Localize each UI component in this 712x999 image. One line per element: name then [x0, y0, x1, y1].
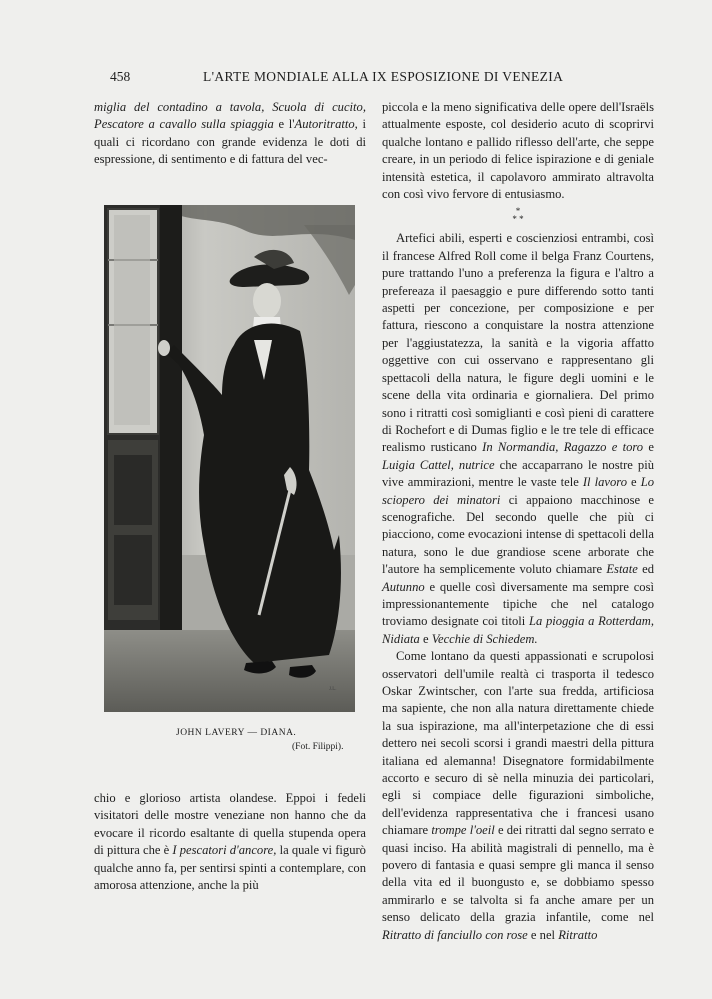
right-column [382, 99, 654, 944]
text: Artefici abili, esperti e coscienziosi entrambi, così il francese Alfred Roll come il belga Franz Courtens, pure trattando l'uno a preferenza la figura e l'altro a prefereaza il paesaggio e pure differendo sotto tanti aspetti per concezione, per composizione e per fattura, riescono a conquistare la nostra attenzione per l'aggiustatezza, la sanità e la vigoria affatto oggettive con cui osservano e rappresentano gli spettacoli della natura, le figure degli uomini e le scene della vita ordinaria e giornaliera. Del primo sono i ritratti così somiglianti e così pieni di carattere di Rochefort e di Dumas figlio e le tre tele di efficace realismo rusticano [382, 231, 654, 455]
text-italic: Ritratto di fanciullo con rose [382, 927, 528, 942]
running-head: L'ARTE MONDIALE ALLA IX ESPOSIZIONE DI VENEZIA [203, 69, 564, 84]
asterism-star: * [512, 214, 517, 225]
text-italic: Vecchie di Schiedem. [431, 631, 538, 646]
text: e [419, 631, 432, 646]
text: e l' [273, 117, 295, 132]
text: la quale vi figurò qualche anno fa, per sentirsi spinti a contemplare, con amorosa attenzione, anche la più [94, 843, 366, 893]
text: chio e glorioso artista olandese. Eppoi i fedeli visitatori delle mostre veneziane non hanno che da evocare il ricordo esaltante di quella stupenda opera di pittura che è [94, 791, 366, 858]
text: e nel [527, 927, 559, 942]
text-italic: Autunno [382, 579, 425, 594]
text: piccola e la meno significativa delle opere dell'Israëls attualmente esposte, col desiderio acuto di scoprirvi qualche lontano e pallido riflesso dell'arte, che seppe creare, in un periodo di felice ispirazione e di geniale intensità estetica, il capolavoro ammirato altravolta con così vivo fervore di entusiasmo. [382, 100, 654, 202]
paragraph [94, 99, 366, 169]
text: ed [637, 562, 654, 577]
text-italic: Il lavoro [582, 475, 627, 490]
text: Come lontano da questi appassionati e scrupolosi osservatori dell'umile realtà ci trasporta il tedesco Oskar Zwintscher, con l'arte sua fredda, artificiosa ma sapiente, che non alla natura direttamente chiede la sua ispirazione, ma all'interpetazione che di essi dettero nei secoli scorsi i grandi maestri della pittura italiana ed alemanna! Disegnatore formidabilmente accorto e securo di sè nella minuzia dei particolari, egli si compiace delle figurazioni simboliche, dell'evidenza rappresentativa che i francesi usano chiamare [382, 649, 654, 838]
painting-figure [104, 205, 355, 712]
text-italic: I pescatori d'ancore, [172, 843, 277, 858]
left-column-bottom [94, 790, 366, 894]
text-italic: Ritratto [558, 927, 598, 942]
paragraph [382, 99, 654, 203]
asterism-star: * [519, 214, 524, 225]
photo-credit: (Fot. Filippi). [292, 742, 344, 752]
text-italic: Pescatore a cavallo sulla spiaggia [94, 117, 274, 132]
asterism-stars-pair [382, 215, 654, 223]
painting-diana-image [104, 205, 355, 712]
text: e [643, 440, 654, 455]
paragraph [94, 790, 366, 894]
text-italic: Lo sciopero dei minatori [382, 475, 654, 507]
paragraph [382, 648, 654, 944]
text-italic: In Normandia, Ragazzo e toro [482, 440, 644, 455]
svg-text:J.L.: J.L. [329, 687, 337, 692]
text-italic: trompe l'oeil [431, 823, 495, 838]
text: i quali ci ricordano con grande evidenza le doti di espressione, di sentimento e di fattura del vec- [94, 117, 366, 167]
text-italic: miglia del contadino a tavola, Scuola di cucito, [94, 100, 366, 114]
page-number: 458 [110, 69, 131, 84]
text-italic: Estate [606, 562, 638, 577]
text-italic: La pioggia a Rotterdam, Nidiata [382, 614, 654, 646]
text: e quelle così diversamente ma sempre così impressionantemente tipiche che nel catalogo troviamo designate coi titoli [382, 579, 654, 629]
text: che accaparrano le nostre più vive ammirazioni, mentre le vaste tele [382, 457, 655, 490]
figure-caption: JOHN LAVERY — DIANA. [176, 728, 297, 738]
text: e dei ritratti dal segno serrato e quasi inciso. Ha abilità magistrali di pennello, ma è povero di fantasia e quasi sempre gli manca il senso della vita ed il buongusto e, se dobbiamo spesso ammirarlo e se talvolta si fa anche amare per un senso delicato della grazia infantile, come nel [382, 823, 655, 925]
text-italic: Autoritratto, [294, 117, 358, 132]
asterism-star: * [515, 206, 521, 217]
text: e [627, 475, 641, 490]
left-column-top [94, 99, 366, 169]
asterism-divider [382, 207, 654, 223]
text: ci appaiono macchinose e scenografiche. Del secondo quelle che più ci piacciono, come evocazioni intense di spettacoli della natura, sono le due grandiose scene arborate che l'autore ha semplicemente voluto chiamare [382, 492, 654, 577]
paragraph [382, 230, 654, 648]
text-italic: Luigia Cattel, nutrice [382, 457, 495, 472]
